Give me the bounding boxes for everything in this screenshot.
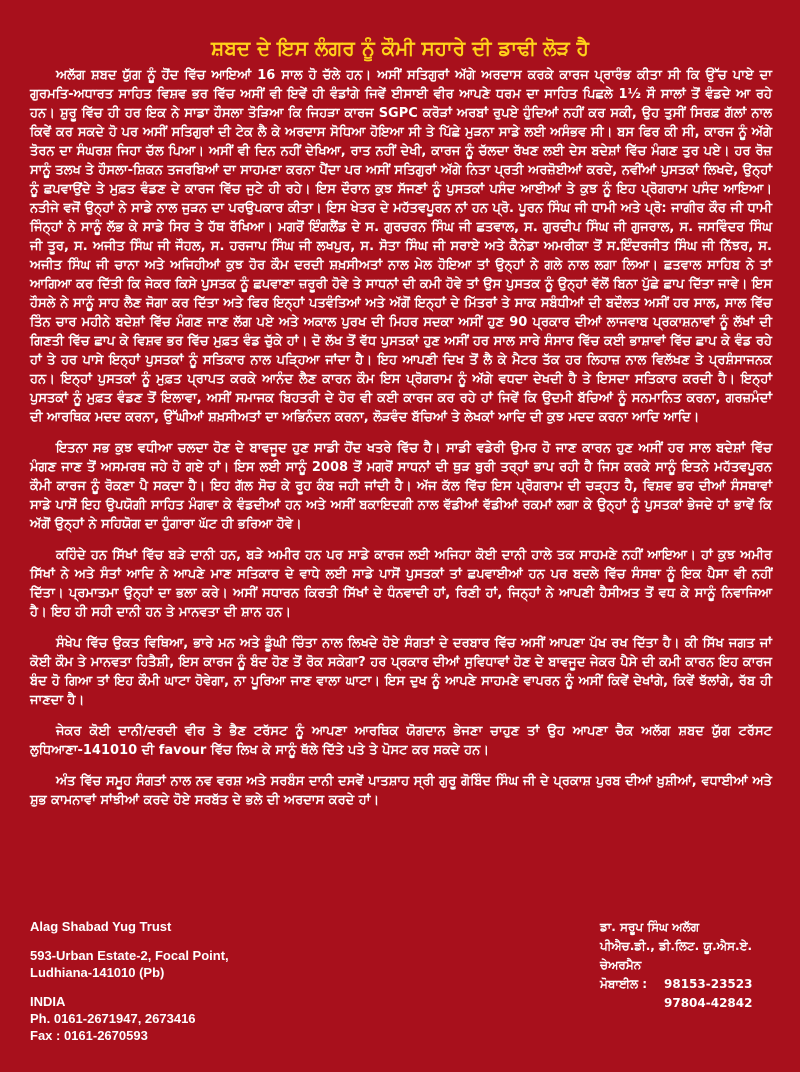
- phone-numbers: Ph. 0161-2671947, 2673416: [30, 1011, 196, 1026]
- paragraph-appeal: ਸੰਖੇਪ ਵਿੱਚ ਉਕਤ ਵਿਥਿਆ, ਭਾਰੇ ਮਨ ਅਤੇ ਡੂੰਘੀ ਚਿੰਤਾ ਨਾਲ ਲਿਖਦੇ ਹੋਏ ਸੰਗਤਾਂ ਦੇ ਦਰਬਾਰ ਵਿੱਚ ਅਸੀਂ ਆਪਣਾ ਪੱਖ ਰਖ ਦਿੱਤਾ ਹੈ। ਕੀ ਸਿੱਖ ਜਗਤ ਜਾਂ ਕੋਈ ਕੌਮ ਤੇ ਮਾਨਵਤਾ ਹਿਤੈਸ਼ੀ, ਇਸ ਕਾਰਜ ਨੂੰ ਬੰਦ ਹੋਣ ਤੋਂ ਰੋਕ ਸਕੇਗਾ? ਹਰ ਪ੍ਰਕਾਰ ਦੀਆਂ ਸੁਵਿਧਾਵਾਂ ਹੋਣ ਦੇ ਬਾਵਜੂਦ ਜੇਕਰ ਪੈਸੇ ਦੀ ਕਮੀ ਕਾਰਨ ਇਹ ਕਾਰਜ ਬੰਦ ਹੋ ਗਿਆ ਤਾਂ ਇਹ ਕੌਮੀ ਘਾਟਾ ਹੋਵੇਗਾ, ਨਾ ਪੂਰਿਆ ਜਾਣ ਵਾਲਾ ਘਾਟਾ। ਇਸ ਦੁਖ ਨੂੰ ਆਪਣੇ ਸਾਹਮਣੇ ਵਾਪਰਨ ਨੂੰ ਅਸੀਂ ਕਿਵੇਂ ਦੇਖਾਂਗੇ, ਕਿਵੇਂ ਝੱਲਾਂਗੇ, ਰੱਬ ਹੀ ਜਾਣਦਾ ਹੈ।: [30, 636, 772, 708]
- mobile-row-2: [600, 994, 790, 1013]
- mobile-row: [600, 975, 790, 994]
- paragraph-closing: ਅੰਤ ਵਿੱਚ ਸਮੂਹ ਸੰਗਤਾਂ ਨਾਲ ਨਵ ਵਰਸ਼ ਅਤੇ ਸਰਬੰਸ ਦਾਨੀ ਦਸਵੇਂ ਪਾਤਸ਼ਾਹ ਸ੍ਰੀ ਗੁਰੂ ਗੋਬਿੰਦ ਸਿੰਘ ਜੀ ਦੇ ਪ੍ਰਕਾਸ਼ ਪੁਰਬ ਦੀਆਂ ਖ਼ੁਸ਼ੀਆਂ, ਵਧਾਈਆਂ ਅਤੇ ਸ਼ੁਭ ਕਾਮਨਾਵਾਂ ਸਾਂਝੀਆਂ ਕਰਦੇ ਹੋਏ ਸਰਬੱਤ ਦੇ ਭਲੇ ਦੀ ਅਰਦਾਸ ਕਰਦੇ ਹਾਂ।: [30, 774, 772, 808]
- mobile-number-1: 98153-23523: [664, 977, 753, 991]
- paragraph-donation-info: ਜੇਕਰ ਕੋਈ ਦਾਨੀ/ਦਰਦੀ ਵੀਰ ਤੇ ਭੈਣ ਟਰੱਸਟ ਨੂੰ ਆਪਣਾ ਆਰਥਿਕ ਯੋਗਦਾਨ ਭੇਜਣਾ ਚਾਹੁਣ ਤਾਂ ਉਹ ਆਪਣਾ ਚੈਕ ਅਲੱਗ ਸ਼ਬਦ ਯੁੱਗ ਟਰੱਸਟ ਲੁਧਿਆਣਾ-141010 ਦੀ favour ਵਿੱਚ ਲਿਖ ਕੇ ਸਾਨੂੰ ਥੱਲੇ ਦਿੱਤੇ ਪਤੇ ਤੇ ਪੋਸਟ ਕਰ ਸਕਦੇ ਹਨ।: [30, 724, 772, 758]
- signatory-name: ਡਾ. ਸਰੂਪ ਸਿੰਘ ਅਲੱਗ: [600, 920, 700, 934]
- paragraph-donors: ਕਹਿੰਦੇ ਹਨ ਸਿੱਖਾਂ ਵਿੱਚ ਬੜੇ ਦਾਨੀ ਹਨ, ਬੜੇ ਅਮੀਰ ਹਨ ਪਰ ਸਾਡੇ ਕਾਰਜ ਲਈ ਅਜਿਹਾ ਕੋਈ ਦਾਨੀ ਹਾਲੇ ਤਕ ਸਾਹਮਣੇ ਨਹੀਂ ਆਇਆ। ਹਾਂ ਕੁਝ ਅਮੀਰ ਸਿੱਖਾਂ ਨੇ ਅਤੇ ਸੰਤਾਂ ਆਦਿ ਨੇ ਆਪਣੇ ਮਾਣ ਸਤਿਕਾਰ ਦੇ ਵਾਧੇ ਲਈ ਸਾਡੇ ਪਾਸੋਂ ਪੁਸਤਕਾਂ ਤਾਂ ਛਪਵਾਈਆਂ ਹਨ ਪਰ ਬਦਲੇ ਵਿੱਚ ਸੰਸਥਾ ਨੂੰ ਇਕ ਪੈਸਾ ਵੀ ਨਹੀਂ ਦਿੱਤਾ। ਪ੍ਰਮਾਤਮਾ ਉਨ੍ਹਾਂ ਦਾ ਭਲਾ ਕਰੇ। ਅਸੀਂ ਸਧਾਰਨ ਕਿਰਤੀ ਸਿੱਖਾਂ ਦੇ ਧੰਨਵਾਦੀ ਹਾਂ, ਰਿਣੀ ਹਾਂ, ਜਿਨ੍ਹਾਂ ਨੇ ਆਪਣੀ ਹੈਸੀਅਤ ਤੋਂ ਵਧ ਕੇ ਸਾਨੂੰ ਨਿਵਾਜਿਆ ਹੈ। ਇਹ ਹੀ ਸਹੀ ਦਾਨੀ ਹਨ ਤੇ ਮਾਨਵਤਾ ਦੀ ਸ਼ਾਨ ਹਨ।: [30, 548, 772, 620]
- paragraph-crisis: ਇਤਨਾ ਸਭ ਕੁਝ ਵਧੀਆ ਚਲਦਾ ਹੋਣ ਦੇ ਬਾਵਜੂਦ ਹੁਣ ਸਾਡੀ ਹੋਂਦ ਖਤਰੇ ਵਿੱਚ ਹੈ। ਸਾਡੀ ਵਡੇਰੀ ਉਮਰ ਹੋ ਜਾਣ ਕਾਰਨ ਹੁਣ ਅਸੀਂ ਹਰ ਸਾਲ ਬਦੇਸ਼ਾਂ ਵਿੱਚ ਮੰਗਣ ਜਾਣ ਤੋਂ ਅਸਮਰਥ ਜਹੇ ਹੋ ਗਏ ਹਾਂ। ਇਸ ਲਈ ਸਾਨੂੰ 2008 ਤੋਂ ਮਗਰੋਂ ਸਾਧਨਾਂ ਦੀ ਥੁੜ ਬੁਰੀ ਤਰ੍ਹਾਂ ਭਾਪ ਰਹੀ ਹੈ ਜਿਸ ਕਰਕੇ ਸਾਨੂੰ ਇਤਨੇ ਮਹੱਤਵਪੂਰਨ ਕੌਮੀ ਕਾਰਜ ਨੂੰ ਰੋਕਣਾ ਪੈ ਸਕਦਾ ਹੈ। ਇਹ ਗੱਲ ਸੋਚ ਕੇ ਰੂਹ ਕੰਬ ਜਹੀ ਜਾਂਦੀ ਹੈ। ਅੱਜ ਕੱਲ ਵਿੱਚ ਇਸ ਪ੍ਰੋਗਰਾਮ ਦੀ ਚੜ੍ਹਤ ਹੈ, ਵਿਸ਼ਵ ਭਰ ਦੀਆਂ ਸੰਸਥਾਵਾਂ ਸਾਡੇ ਪਾਸੋਂ ਇਹ ਉਪਯੋਗੀ ਸਾਹਿਤ ਮੰਗਵਾ ਕੇ ਵੰਡਦੀਆਂ ਹਨ ਅਤੇ ਅਸੀਂ ਬਕਾਇਦਗੀ ਨਾਲ ਵੱਡੀਆਂ ਵੱਡੀਆਂ ਰਕਮਾਂ ਲਗਾ ਕੇ ਉਨ੍ਹਾਂ ਨੂੰ ਪੁਸਤਕਾਂ ਭੇਜਦੇ ਹਾਂ ਭਾਵੇਂ ਕਿ ਅੱਗੋਂ ਉਨ੍ਹਾਂ ਨੇ ਸਹਿਯੋਗ ਦਾ ਹੁੰਗਾਰਾ ਘੱਟ ਹੀ ਭਰਿਆ ਹੋਵੇ।: [30, 441, 772, 532]
- mobile-label: ਮੋਬਾਈਲ :: [600, 977, 648, 991]
- paragraph-history: ਅਲੱਗ ਸ਼ਬਦ ਯੁੱਗ ਨੂੰ ਹੋਂਦ ਵਿੱਚ ਆਇਆਂ 16 ਸਾਲ ਹੋ ਚੱਲੇ ਹਨ। ਅਸੀਂ ਸਤਿਗੁਰਾਂ ਅੱਗੇ ਅਰਦਾਸ ਕਰਕੇ ਕਾਰਜ ਪ੍ਰਾਰੰਭ ਕੀਤਾ ਸੀ ਕਿ ਉੱਚ ਪਾਏ ਦਾ ਗੁਰਮਤਿ-ਅਧਾਰਤ ਸਾਹਿਤ ਵਿਸ਼ਵ ਭਰ ਵਿੱਚ ਅਸੀਂ ਵੀ ਇਵੇਂ ਹੀ ਵੰਡਾਂਗੇ ਜਿਵੇਂ ਈਸਾਈ ਵੀਰ ਆਪਣੇ ਧਰਮ ਦਾ ਸਾਹਿਤ ਪਿਛਲੇ 1½ ਸੌ ਸਾਲਾਂ ਤੋਂ ਵੰਡਦੇ ਆ ਰਹੇ ਹਨ। ਸ਼ੁਰੂ ਵਿੱਚ ਹੀ ਹਰ ਇਕ ਨੇ ਸਾਡਾ ਹੌਸਲਾ ਤੋੜਿਆ ਕਿ ਜਿਹੜਾ ਕਾਰਜ SGPC ਕਰੋੜਾਂ ਅਰਬਾਂ ਰੁਪਏ ਹੁੰਦਿਆਂ ਨਹੀਂ ਕਰ ਸਕੀ, ਉਹ ਤੁਸੀਂ ਸਿਰਫ਼ ਗੱਲਾਂ ਨਾਲ ਕਿਵੇਂ ਕਰ ਸਕਦੇ ਹੋ ਪਰ ਅਸੀਂ ਸਤਿਗੁਰਾਂ ਦੀ ਟੇਕ ਲੈ ਕੇ ਅਰਦਾਸ ਸੋਧਿਆ ਹੋਇਆ ਸੀ ਤੇ ਪਿੱਛੇ ਮੁੜਨਾ ਸਾਡੇ ਲਈ ਅਸੰਭਵ ਸੀ। ਬਸ ਫਿਰ ਕੀ ਸੀ, ਕਾਰਜ ਨੂੰ ਅੱਗੇ ਤੋਰਨ ਦਾ ਸੰਘਰਸ਼ ਜਿਹਾ ਚੱਲ ਪਿਆ। ਅਸੀਂ ਵੀ ਦਿਨ ਨਹੀਂ ਦੇਖਿਆ, ਰਾਤ ਨਹੀਂ ਦੇਖੀ, ਕਾਰਜ ਨੂੰ ਚੱਲਦਾ ਰੱਖਣ ਲਈ ਦੇਸ ਬਦੇਸ਼ਾਂ ਵਿੱਚ ਮੰਗਣ ਤੁਰ ਪਏ। ਹਰ ਰੋਜ਼ ਸਾਨੂੰ ਤਲਖ ਤੇ ਹੌਸਲਾ-ਸ਼ਿਕਨ ਤਜਰਬਿਆਂ ਦਾ ਸਾਹਮਣਾ ਕਰਨਾ ਪੈਂਦਾ ਪਰ ਅਸੀਂ ਸਤਿਗੁਰਾਂ ਅੱਗੇ ਨਿਤਾ ਪ੍ਰਤੀ ਅਰਜ਼ੋਈਆਂ ਕਰਦੇ, ਨਵੀਂਆਂ ਪੁਸਤਕਾਂ ਲਿਖਦੇ, ਉਨ੍ਹਾਂ ਨੂੰ ਛਪਵਾਉਂਦੇ ਤੇ ਮੁਫ਼ਤ ਵੰਡਣ ਦੇ ਕਾਰਜ ਵਿੱਚ ਜੁਟੇ ਹੀ ਰਹੇ। ਇਸ ਦੌਰਾਨ ਕੁਝ ਸੱਜਣਾਂ ਨੂੰ ਪੁਸਤਕਾਂ ਪਸੰਦ ਆਈਆਂ ਤੇ ਕੁਝ ਨੂੰ ਇਹ ਪ੍ਰੋਗਰਾਮ ਪਸੰਦ ਆਇਆ। ਨਤੀਜੇ ਵਜੋਂ ਉਨ੍ਹਾਂ ਨੇ ਸਾਡੇ ਨਾਲ ਜੁੜਨ ਦਾ ਪਰਉਪਕਾਰ ਕੀਤਾ। ਇਸ ਖੇਤਰ ਦੇ ਮਹੱਤਵਪੂਰਨ ਨਾਂ ਹਨ ਪ੍ਰੋ. ਪੂਰਨ ਸਿੰਘ ਜੀ ਧਾਮੀ ਅਤੇ ਪ੍ਰੋ: ਜਾਗੀਰ ਕੌਰ ਜੀ ਧਾਮੀ ਜਿੰਨ੍ਹਾਂ ਨੇ ਸਾਨੂੰ ਲੱਭ ਕੇ ਸਾਡੇ ਸਿਰ ਤੇ ਹੱਥ ਰੱਖਿਆ। ਮਗਰੋਂ ਇੰਗਲੈਂਡ ਦੇ ਸ. ਗੁਰਚਰਨ ਸਿੰਘ ਜੀ ਛਤਵਾਲ, ਸ. ਗੁਰਦੀਪ ਸਿੰਘ ਜੀ ਗੁਜਰਾਲ, ਸ. ਜਸਵਿੰਦਰ ਸਿੰਘ ਜੀ ਤੂਰ, ਸ. ਅਜੀਤ ਸਿੰਘ ਜੀ ਜੌਹਲ, ਸ. ਹਰਜਾਪ ਸਿੰਘ ਜੀ ਲਖਪੁਰ, ਸ. ਸੋਤਾ ਸਿੰਘ ਜੀ ਸਰਾਏ ਅਤੇ ਕੈਨੇਡਾ ਅਮਰੀਕਾ ਤੋਂ ਸ.ਇੰਦਰਜੀਤ ਸਿੰਘ ਜੀ ਨਿੱਝਰ, ਸ. ਅਜੀਤ ਸਿੰਘ ਜੀ ਚਾਨਾ ਅਤੇ ਅਜਿਹੀਆਂ ਕੁਝ ਹੋਰ ਕੌਮ ਦਰਦੀ ਸ਼ਖ਼ਸੀਅਤਾਂ ਨਾਲ ਮੇਲ ਹੋਇਆ ਤਾਂ ਉਨ੍ਹਾਂ ਨੇ ਗਲੇ ਨਾਲ ਲਗਾ ਲਿਆ। ਛਤਵਾਲ ਸਾਹਿਬ ਨੇ ਤਾਂ ਆਗਿਆ ਕਰ ਦਿੱਤੀ ਕਿ ਜੇਕਰ ਕਿਸੇ ਪੁਸਤਕ ਨੂੰ ਛਪਵਾਣਾ ਜ਼ਰੂਰੀ ਹੋਵੇ ਤੇ ਸਾਧਨਾਂ ਦੀ ਕਮੀ ਹੋਵੇ ਤਾਂ ਉਸ ਪੁਸਤਕ ਨੂੰ ਉਨ੍ਹਾਂ ਵੱਲੋਂ ਬਿਨਾ ਪੁੱਛੇ ਛਾਪ ਦਿੱਤਾ ਜਾਵੇ। ਇਸ ਹੌਸਲੇ ਨੇ ਸਾਨੂੰ ਸਾਹ ਲੈਣ ਜੋਗਾ ਕਰ ਦਿੱਤਾ ਅਤੇ ਫਿਰ ਇਨ੍ਹਾਂ ਪਤਵੰਤਿਆਂ ਅਤੇ ਅੱਗੋਂ ਇਨ੍ਹਾਂ ਦੇ ਮਿੱਤਰਾਂ ਤੇ ਸਾਕ ਸਬੰਧੀਆਂ ਦੀ ਬਦੌਲਤ ਅਸੀਂ ਹਰ ਸਾਲ, ਸਾਲ ਵਿੱਚ ਤਿੰਨ ਚਾਰ ਮਹੀਨੇ ਬਦੇਸ਼ਾਂ ਵਿੱਚ ਮੰਗਣ ਜਾਣ ਲੱਗ ਪਏ ਅਤੇ ਅਕਾਲ ਪੁਰਖ ਦੀ ਮਿਹਰ ਸਦਕਾ ਅਸੀਂ ਹੁਣ 90 ਪ੍ਰਕਾਰ ਦੀਆਂ ਲਾਜਵਾਬ ਪ੍ਰਕਾਸ਼ਨਾਵਾਂ ਨੂੰ ਲੱਖਾਂ ਦੀ ਗਿਣਤੀ ਵਿੱਚ ਛਾਪ ਕੇ ਵਿਸ਼ਵ ਭਰ ਵਿੱਚ ਮੁਫ਼ਤ ਵੰਡ ਚੁੱਕੇ ਹਾਂ। ਦੋ ਲੱਖ ਤੋਂ ਵੱਧ ਪੁਸਤਕਾਂ ਹੁਣ ਅਸੀਂ ਹਰ ਸਾਲ ਸਾਰੇ ਸੰਸਾਰ ਵਿੱਚ ਕਈ ਭਾਸ਼ਾਵਾਂ ਵਿੱਚ ਛਾਪ ਕੇ ਵੰਡ ਰਹੇ ਹਾਂ ਤੇ ਹਰ ਪਾਸੇ ਇਨ੍ਹਾਂ ਪੁਸਤਕਾਂ ਨੂੰ ਸਤਿਕਾਰ ਨਾਲ ਪੜ੍ਹਿਆ ਜਾਂਦਾ ਹੈ। ਇਹ ਆਪਣੀ ਦਿਖ ਤੋਂ ਲੈ ਕੇ ਮੈਟਰ ਤੱਕ ਹਰ ਲਿਹਾਜ਼ ਨਾਲ ਵਿਲੱਖਣ ਤੇ ਪ੍ਰਸ਼ੰਸਾਜਨਕ ਹਨ। ਇਨ੍ਹਾਂ ਪੁਸਤਕਾਂ ਨੂੰ ਮੁਫ਼ਤ ਪ੍ਰਾਪਤ ਕਰਕੇ ਆਨੰਦ ਲੈਣ ਕਾਰਨ ਕੌਮ ਇਸ ਪ੍ਰੋਗਰਾਮ ਨੂੰ ਅੱਗੇ ਵਧਦਾ ਦੇਖਦੀ ਹੈ ਤੇ ਇਸਦਾ ਸਤਿਕਾਰ ਕਰਦੀ ਹੈ। ਇਨ੍ਹਾਂ ਪੁਸਤਕਾਂ ਨੂੰ ਮੁਫ਼ਤ ਵੰਡਣ ਤੋਂ ਇਲਾਵਾ, ਅਸੀਂ ਸਮਾਜਕ ਬਿਹਤਰੀ ਦੇ ਹੋਰ ਵੀ ਕਈ ਕਾਰਜ ਕਰ ਰਹੇ ਹਾਂ ਜਿਵੇਂ ਕਿ ਉਦਮੀ ਬੱਚਿਆਂ ਨੂੰ ਸਨਮਾਨਿਤ ਕਰਨਾ, ਗਰਜ਼ਮੰਦਾਂ ਦੀ ਆਰਥਿਕ ਮਦਦ ਕਰਨਾ, ਉੱਘੀਆਂ ਸ਼ਖ਼ਸੀਅਤਾਂ ਦਾ ਅਭਿਨੰਦਨ ਕਰਨਾ, ਲੋੜਵੰਦ ਬੱਚਿਆਂ ਤੇ ਲੇਖਕਾਂ ਆਦਿ ਦੀ ਕੁਝ ਮਦਦ ਕਰਨਾ ਆਦਿ ਆਦਿ।: [30, 68, 772, 425]
- signature-block: [600, 918, 790, 1013]
- letter-body: [30, 66, 772, 822]
- address-country: INDIA: [30, 994, 66, 1009]
- address-line: 593-Urban Estate-2, Focal Point,: [30, 948, 229, 963]
- fax-number: Fax : 0161-2670593: [30, 1028, 148, 1043]
- trust-name: Alag Shabad Yug Trust: [30, 919, 172, 934]
- mobile-number-2: 97804-42842: [664, 996, 753, 1010]
- trust-address: [30, 918, 390, 1044]
- address-city: Ludhiana-141010 (Pb): [30, 965, 165, 980]
- signatory-degrees: ਪੀਐਚ.ਡੀ., ਡੀ.ਲਿਟ. ਯੂ.ਐਸ.ਏ.: [600, 939, 753, 953]
- signatory-position: ਚੇਅਰਮੈਨ: [600, 958, 642, 972]
- page-title: ਸ਼ਬਦ ਦੇ ਇਸ ਲੰਗਰ ਨੂੰ ਕੌਮੀ ਸਹਾਰੇ ਦੀ ਡਾਢੀ ਲੋੜ ਹੈ: [211, 36, 589, 60]
